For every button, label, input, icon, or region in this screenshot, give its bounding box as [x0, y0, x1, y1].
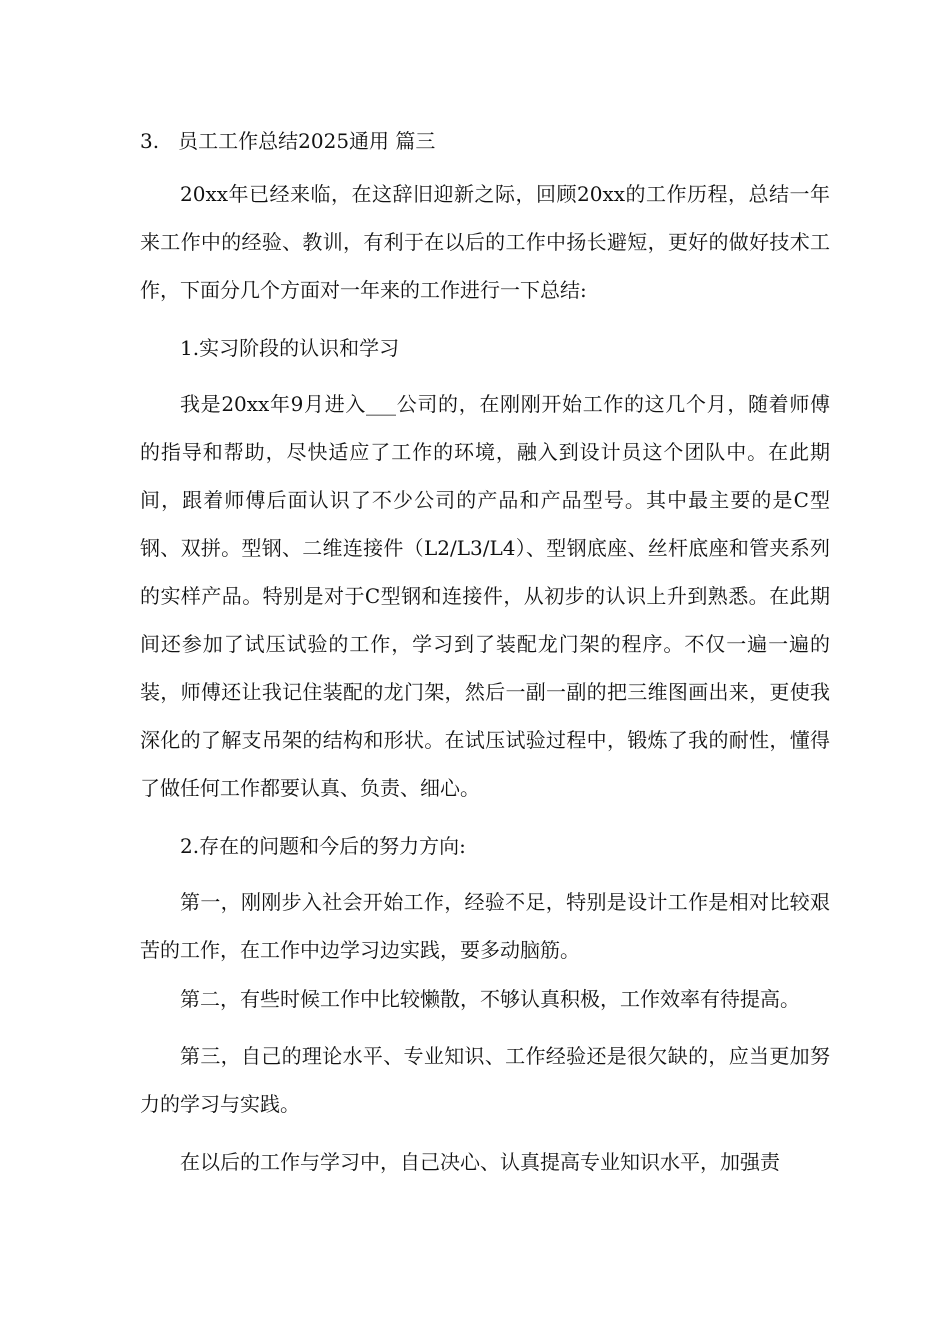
- problem-second-paragraph: 第二，有些时候工作中比较懒散，不够认真积极，工作效率有待提高。: [180, 987, 800, 1011]
- document-body: [140, 122, 830, 1196]
- internship-paragraph: 我是20xx年9月进入___公司的，在刚刚开始工作的这几个月，随着师傅的指导和帮助，尽快适应了工作的环境，融入到设计员这个团队中。在此期间，跟着师傅后面认识了不少公司的产品和产品型号。其中最主要的是C型钢、双拼。型钢、二维连接件（L2/L3/L4）、型钢底座、丝杆底座和管夹系列的实样产品。特别是对于C型钢和连接件，从初步的认识上升到熟悉。在此期间还参加了试压试验的工作，学习到了装配龙门架的程序。不仅一遍一遍的装，师傅还让我记住装配的龙门架，然后一副一副的把三维图画出来，更使我深化的了解支吊架的结构和形状。在试压试验过程中，锻炼了我的耐性，懂得了做任何工作都要认真、负责、细心。: [140, 392, 830, 800]
- closing-paragraph: 在以后的工作与学习中，自己决心、认真提高专业知识水平，加强责: [180, 1150, 780, 1174]
- problem-first-paragraph: 第一，刚刚步入社会开始工作，经验不足，特别是设计工作是相对比较艰苦的工作，在工作中边学习边实践，要多动脑筋。: [140, 890, 830, 962]
- section-heading: 3. 员工工作总结2025通用 篇三: [140, 129, 436, 153]
- intro-paragraph: 20xx年已经来临，在这辞旧迎新之际，回顾20xx的工作历程，总结一年来工作中的经验、教训，有利于在以后的工作中扬长避短，更好的做好技术工作，下面分几个方面对一年来的工作进行一下总结:: [140, 182, 830, 302]
- subheading-problems: 2.存在的问题和今后的努力方向:: [180, 834, 466, 858]
- subheading-internship: 1.实习阶段的认识和学习: [180, 336, 400, 360]
- problem-third-paragraph: 第三，自己的理论水平、专业知识、工作经验还是很欠缺的，应当更加努力的学习与实践。: [140, 1044, 830, 1116]
